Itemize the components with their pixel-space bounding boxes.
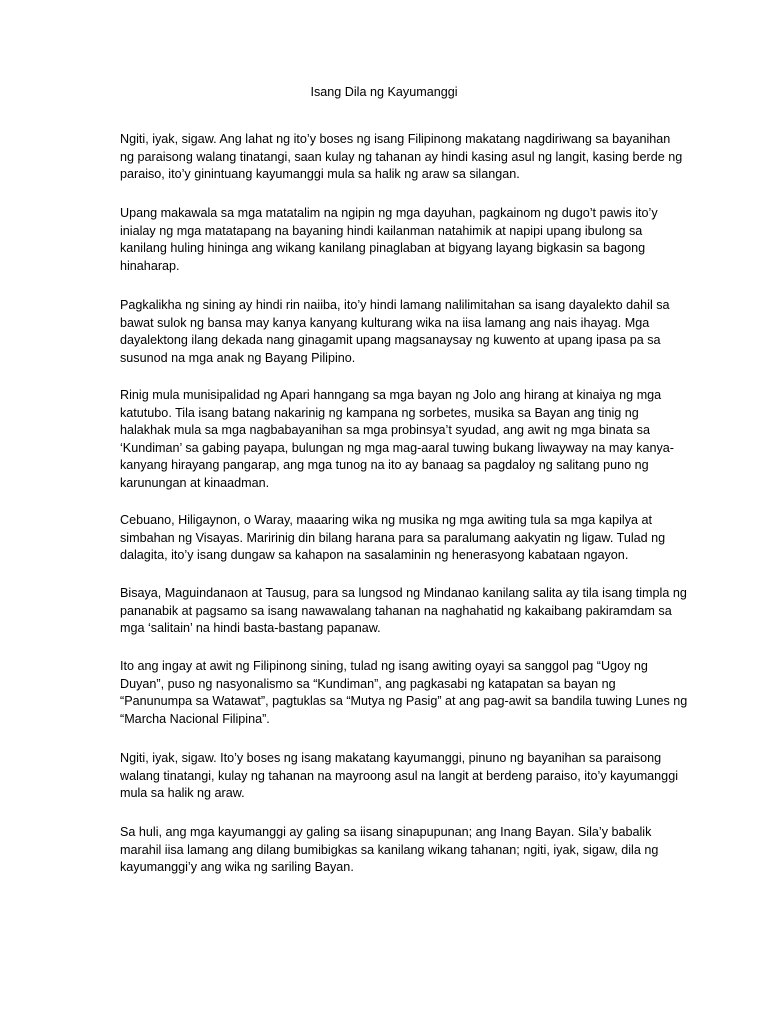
- paragraph-line: Rinig mula munisipalidad ng Apari hanngang sa mga bayan ng Jolo ang hirang at kinaiya ng mga: [120, 388, 662, 402]
- paragraph-7: [120, 658, 688, 728]
- paragraph-line: dayalektong ilang dekada nang ginagamit upang magsanaysay ng kuwento at upang ipasa pa sa: [120, 333, 661, 347]
- paragraph-line: Ito ang ingay at awit ng Filipinong sining, tulad ng isang awiting oyayi sa sanggol pag “Ugoy ng: [120, 659, 648, 673]
- paragraph-line: Pagkalikha ng sining ay hindi rin naiiba, ito’y hindi lamang nalilimitahan sa isang dayalekto dahil sa: [120, 298, 670, 312]
- paragraph-line: Duyan”, puso ng nasyonalismo sa “Kundiman”, ang pagkasabi ng katapatan sa bayan ng: [120, 676, 616, 691]
- document-title: Isang Dila ng Kayumanggi: [310, 85, 458, 99]
- paragraph-line: simbahan ng Visayas. Maririnig din bilang harana para sa paralumang aakyatin ng ligaw. Tulad ng: [120, 530, 666, 545]
- paragraph-line: ng paraisong walang tinatangi, saan kulay ng tahanan ay hindi kasing asul ng langit, kasing berde ng: [120, 149, 683, 164]
- paragraph-line: kanilang huling hininga ang wikang kanilang pinaglaban at bigyang layang bigkasin sa bagong: [120, 241, 646, 255]
- paragraph-3: [120, 297, 680, 367]
- paragraph-line: susunod na mga anak ng Bayang Pilipino.: [120, 350, 356, 365]
- paragraph-line: Cebuano, Hiligaynon, o Waray, maaaring wika ng musika ng mga awiting tula sa mga kapilya at: [120, 513, 653, 527]
- paragraph-5: [120, 512, 680, 565]
- paragraph-line: walang tinatangi, kulay ng tahanan na mayroong asul na langit at berdeng paraiso, ito’y kayumanggi: [120, 768, 678, 783]
- paragraph-line: inialay ng mga matatapang na bayaning hindi kailanman natahimik at napipi upang ibulong sa: [120, 223, 643, 238]
- paragraph-line: Ngiti, iyak, sigaw. Ang lahat ng ito’y boses ng isang Filipinong makatang nagdiriwang sa bayanihan: [120, 132, 671, 146]
- paragraph-line: marahil iisa lamang ang dilang bumibigkas sa kanilang wikang tahanan; ngiti, iyak, sigaw, dila ng: [120, 842, 659, 857]
- paragraph-line: Bisaya, Maguindanaon at Tausug, para sa lungsod ng Mindanao kanilang salita ay tila isang timpla ng: [120, 586, 687, 600]
- paragraph-line: ‘Kundiman’ sa gabing payapa, bulungan ng mga mag-aaral tuwing bukang liwayway na may kanya-: [120, 440, 674, 455]
- paragraph-line: bawat sulok ng bansa may kanya kanyang kulturang wika na iisa lamang ang nais ihayag. Mga: [120, 315, 650, 330]
- paragraph-4: [120, 387, 680, 492]
- paragraph-line: “Panunumpa sa Watawat”, pagtuklas sa “Mutya ng Pasig” at ang pag-awit sa bandila tuwing Lunes ng: [120, 694, 688, 708]
- paragraph-8: [120, 750, 680, 803]
- paragraph-line: karunungan at kinaadman.: [120, 475, 270, 490]
- paragraph-line: paraiso, ito’y ginintuang kayumanggi mula sa halik ng araw sa silangan.: [120, 167, 520, 181]
- paragraph-line: mula sa halik ng araw.: [120, 786, 245, 800]
- paragraph-9: [120, 824, 680, 877]
- paragraph-2: [120, 205, 680, 275]
- paragraph-line: halakhak mula sa mga nagbabayanihan sa mga probinsya’t syudad, ang awit ng mga binata sa: [120, 423, 650, 437]
- paragraph-line: kayumanggi’y ang wika ng sariling Bayan.: [120, 860, 354, 874]
- paragraph-line: katutubo. Tila isang batang nakarinig ng kampana ng sorbetes, musika sa Bayan ang tinig ng: [120, 405, 639, 420]
- paragraph-1: [120, 131, 683, 184]
- paragraph-line: Sa huli, ang mga kayumanggi ay galing sa iisang sinapupunan; ang Inang Bayan. Sila’y babalik: [120, 825, 652, 839]
- paragraph-6: [120, 585, 687, 638]
- paragraph-line: pananabik at pagsamo sa isang nawawalang tahanan na naghahatid ng kakaibang pakiramdam sa: [120, 603, 672, 618]
- paragraph-line: hinaharap.: [120, 258, 180, 273]
- paragraph-line: Ngiti, iyak, sigaw. Ito’y boses ng isang makatang kayumanggi, pinuno ng bayanihan sa paraisong: [120, 751, 662, 765]
- paragraph-line: mga ‘salitain’ na hindi basta-bastang papanaw.: [120, 621, 381, 635]
- paragraph-line: kanyang hirayang pangarap, ang mga tunog na ito ay banaag sa pagdaloy ng salitang puno ng: [120, 458, 649, 472]
- paragraph-line: “Marcha Nacional Filipina”.: [120, 711, 270, 726]
- paragraph-line: Upang makawala sa mga matatalim na ngipin ng mga dayuhan, pagkainom ng dugo’t pawis ito’y: [120, 206, 658, 220]
- paragraph-line: dalagita, ito’y isang dungaw sa kahapon na sasalaminin ng henerasyong kabataan ngayon.: [120, 548, 629, 562]
